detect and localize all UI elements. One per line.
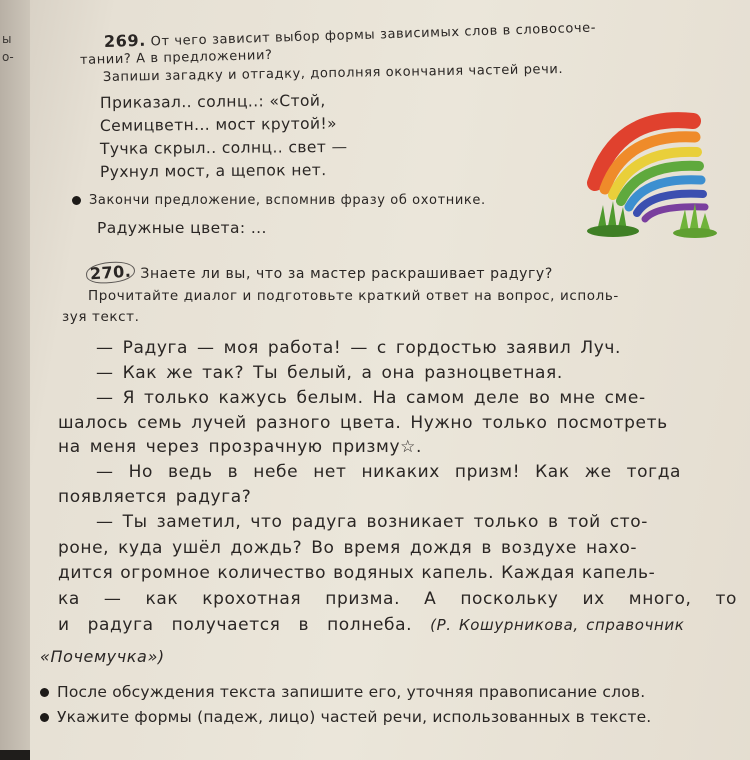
bullet-text: После обсуждения текста запишите его, уточняя правописание слов. xyxy=(57,683,646,701)
task-270-question: Знаете ли вы, что за мастер раскрашивает радугу? xyxy=(140,266,553,282)
dialog-line: — Но ведь в небе нет никаких призм! Как же тогда xyxy=(96,462,682,482)
task-270-bullet xyxy=(40,683,645,701)
task-270-instruction-cont: зуя текст. xyxy=(62,309,140,325)
source-attribution: (Р. Кошурникова, справочник xyxy=(430,616,685,634)
source-attribution-end: «Почемучка») xyxy=(40,647,165,666)
dialog-line: роне, куда ушёл дождь? Во время дождя в воздухе нахо- xyxy=(58,538,638,558)
rainbow-illustration xyxy=(583,103,723,238)
dialog-line: дится огромное количество водяных капель. Каждая капель- xyxy=(58,563,656,583)
dialog-line: шалось семь лучей разного цвета. Нужно только посмотреть xyxy=(58,413,668,433)
dialog-line xyxy=(58,615,684,635)
task-270-instruction: Прочитайте диалог и подготовьте краткий ответ на вопрос, исполь- xyxy=(88,288,619,304)
bullet-task-text: Закончи предложение, вспомнив фразу об охотнике. xyxy=(89,193,486,208)
dialog-line: — Ты заметил, что радуга возникает только в той сто- xyxy=(96,512,649,532)
bullet-icon xyxy=(40,688,49,697)
prev-page-fragment: о- xyxy=(2,50,14,64)
bullet-icon xyxy=(72,196,81,205)
task-269-question-cont: тании? А в предложении? xyxy=(79,47,273,68)
task-269-instruction: Запиши загадку и отгадку, дополняя окончания частей речи. xyxy=(102,61,564,85)
phrase-start: Радужные цвета: ... xyxy=(97,219,267,237)
dialog-line: — Радуга — моя работа! — с гордостью заявил Луч. xyxy=(96,338,622,358)
task-269-bullet-task xyxy=(72,193,486,208)
task-269-number: 269. xyxy=(103,30,147,51)
task-270-number: 270. xyxy=(85,260,135,284)
dialog-line: — Я только кажусь белым. На самом деле во мне сме- xyxy=(96,388,646,408)
dialog-line: ка — как крохотная призма. А поскольку их много, то xyxy=(58,589,737,609)
task-270-bullet xyxy=(40,708,651,726)
task-270-heading xyxy=(86,262,553,283)
riddle-line: Рухнул мост, а щепок нет. xyxy=(99,161,327,181)
previous-page-edge xyxy=(0,0,34,750)
bullet-icon xyxy=(40,713,49,722)
riddle-line: Семицветн... мост крутой!» xyxy=(99,114,338,135)
dialog-text: и радуга получается в полнеба. xyxy=(58,615,413,635)
riddle-line: Приказал.. солнц..: «Стой, xyxy=(99,91,326,112)
prev-page-fragment: ы xyxy=(2,32,12,46)
riddle-line: Тучка скрыл.. солнц.. свет — xyxy=(99,137,348,158)
dialog-line: на меня через прозрачную призму☆. xyxy=(58,437,422,457)
task-269-question: От чего зависит выбор формы зависимых слов в словосоче- xyxy=(150,20,597,50)
dialog-line: — Как же так? Ты белый, а она разноцветная. xyxy=(96,363,563,383)
bullet-text: Укажите формы (падеж, лицо) частей речи, использованных в тексте. xyxy=(57,708,652,726)
dialog-line: появляется радуга? xyxy=(58,487,252,507)
